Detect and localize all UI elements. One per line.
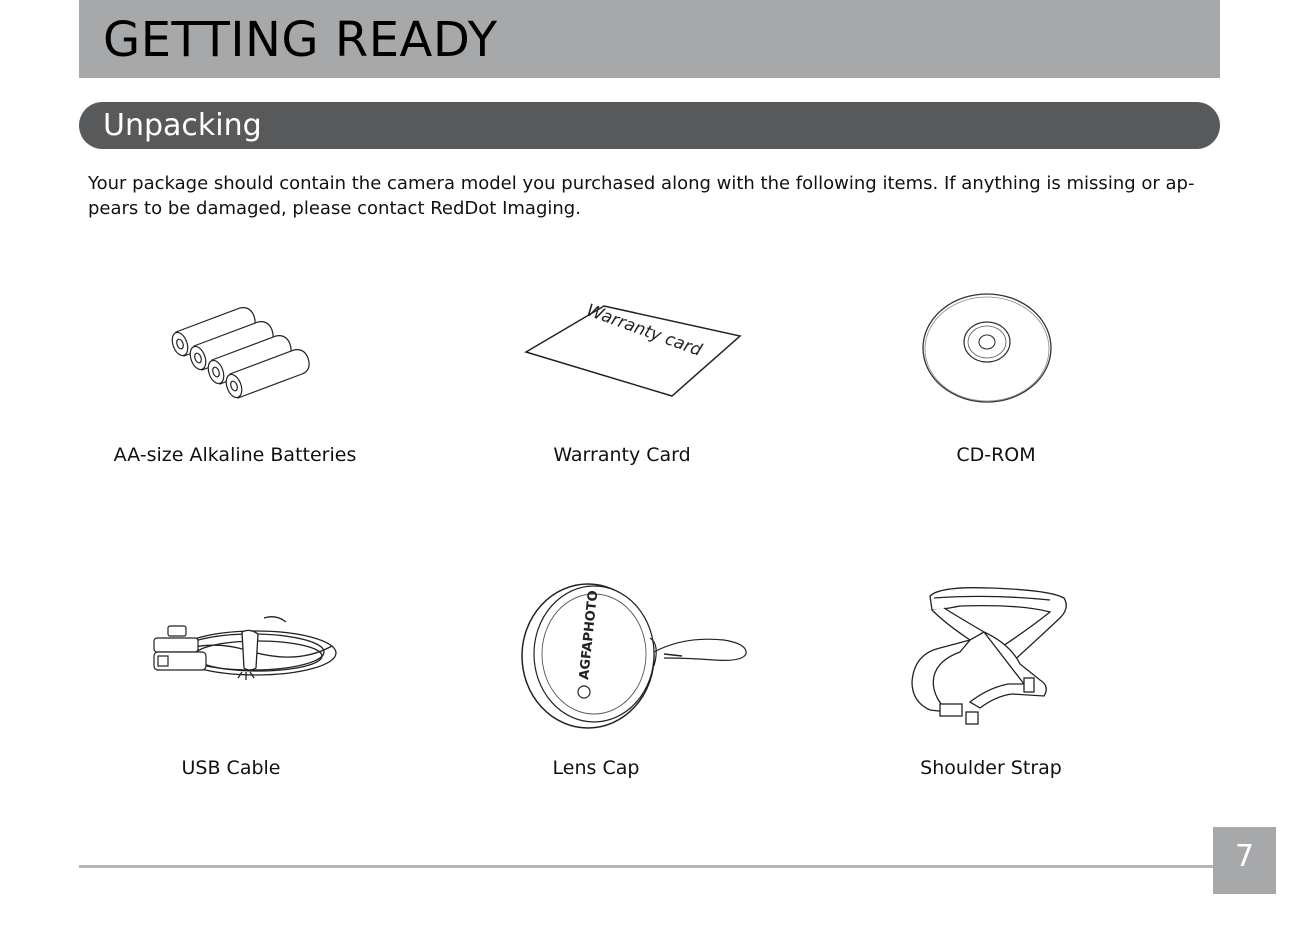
batteries-icon (168, 300, 318, 400)
caption-usb-cable: USB Cable (181, 757, 281, 779)
lens-cap-brand-text: AGFAPHOTO (577, 589, 602, 681)
usb-cable-icon (146, 608, 346, 693)
caption-warranty-card: Warranty Card (553, 444, 691, 466)
caption-batteries: AA-size Alkaline Batteries (113, 444, 357, 466)
caption-cd-rom: CD-ROM (956, 444, 1036, 466)
caption-shoulder-strap: Shoulder Strap (920, 757, 1062, 779)
title-bar (79, 0, 1220, 78)
cd-rom-icon (918, 292, 1058, 407)
page-number-box (1213, 827, 1276, 894)
warranty-card-icon (520, 300, 745, 400)
warranty-card-text: Warranty card (583, 300, 705, 361)
page-title: GETTING READY (103, 12, 498, 68)
section-title: Unpacking (103, 108, 262, 143)
footer-rule (79, 865, 1213, 868)
lens-cap-icon (514, 580, 754, 730)
shoulder-strap-icon (900, 584, 1070, 729)
section-header (79, 102, 1220, 149)
page-number: 7 (1234, 839, 1255, 874)
intro-paragraph: Your package should contain the camera model you purchased along with the following items. If anything is missing or ap-pears to be damaged, please contact RedDot Imaging. (88, 173, 1195, 219)
caption-lens-cap: Lens Cap (552, 757, 640, 779)
